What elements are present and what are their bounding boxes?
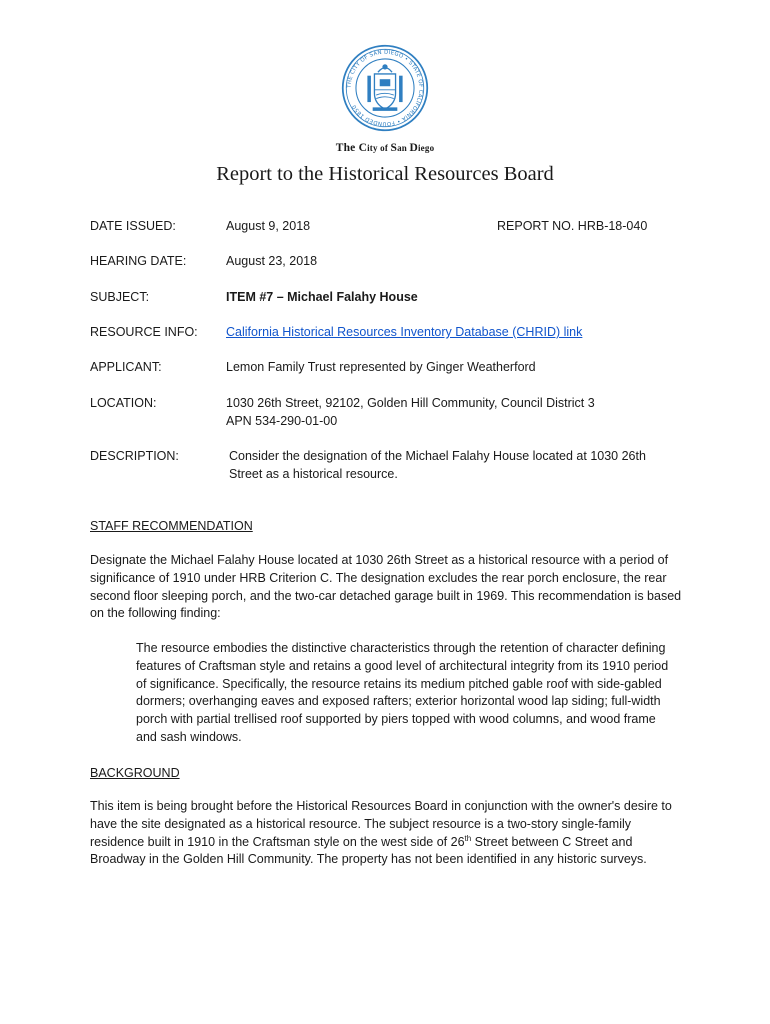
chrid-link[interactable]: California Historical Resources Inventory Database (CHRID) link [226,325,583,339]
description-value: Consider the designation of the Michael Falahy House located at 1030 26th Street as a historical resource. [229,449,646,481]
staff-recommendation-heading: STAFF RECOMMENDATION [90,519,253,533]
subject-value: ITEM #7 – Michael Falahy House [226,290,418,304]
finding-paragraph: The resource embodies the distinctive characteristics through the retention of character defining features of Craftsman style and retains a good level of architectural integrity from its 1910 period of significance. Specifically, the resource retains its medium pitched gable roof with side-gabled dormers; overhanging eaves and exposed rafters; exterior horizontal wood lap siding; full-width porch with partial trellised roof supported by piers topped with wood columns, and wood frame and sash windows. [136,641,669,744]
applicant-value: Lemon Family Trust represented by Ginger Weatherford [226,360,536,374]
subject-label: SUBJECT: [90,290,150,304]
location-line-1: 1030 26th Street, 92102, Golden Hill Community, Council District 3 [226,396,595,410]
background-paragraph: This item is being brought before the Historical Resources Board in conjunction with the owner's desire to have the site designated as a historical resource. The subject resource is a two-story single-family residence built in 1910 in the Craftsman style on the west side of 26th Street between C Street and Broadway in the Golden Hill Community. The property has not been identified in any historic surveys. [90,799,672,867]
city-seal-logo [341,44,429,132]
seal-ring-text: THE CITY OF SAN DIEGO • STATE OF CALIFORNIA • FOUNDED 1850 [346,49,424,127]
resource-info-label: RESOURCE INFO: [90,325,198,339]
background-heading: BACKGROUND [90,766,180,780]
location-label: LOCATION: [90,396,157,410]
location-apn: APN 534-290-01-00 [226,414,338,428]
hearing-date-value: August 23, 2018 [226,254,318,268]
hearing-date-label: HEARING DATE: [90,254,187,268]
report-number: REPORT NO. HRB-18-040 [497,219,648,233]
report-title: Report to the Historical Resources Board [216,163,554,185]
description-label: DESCRIPTION: [90,449,179,463]
staff-recommendation-paragraph: Designate the Michael Falahy House located at 1030 26th Street as a historical resource with a period of significance of 1910 under HRB Criterion C. The designation excludes the rear porch enclosure, the rear second floor sleeping porch, and the two-car detached garage built in 1969. This recommendation is based on the following finding: [90,553,682,621]
date-issued-value: August 9, 2018 [226,219,311,233]
city-name-heading: The City of San Diego [335,142,435,154]
applicant-label: APPLICANT: [90,360,162,374]
date-issued-label: DATE ISSUED: [90,219,176,233]
